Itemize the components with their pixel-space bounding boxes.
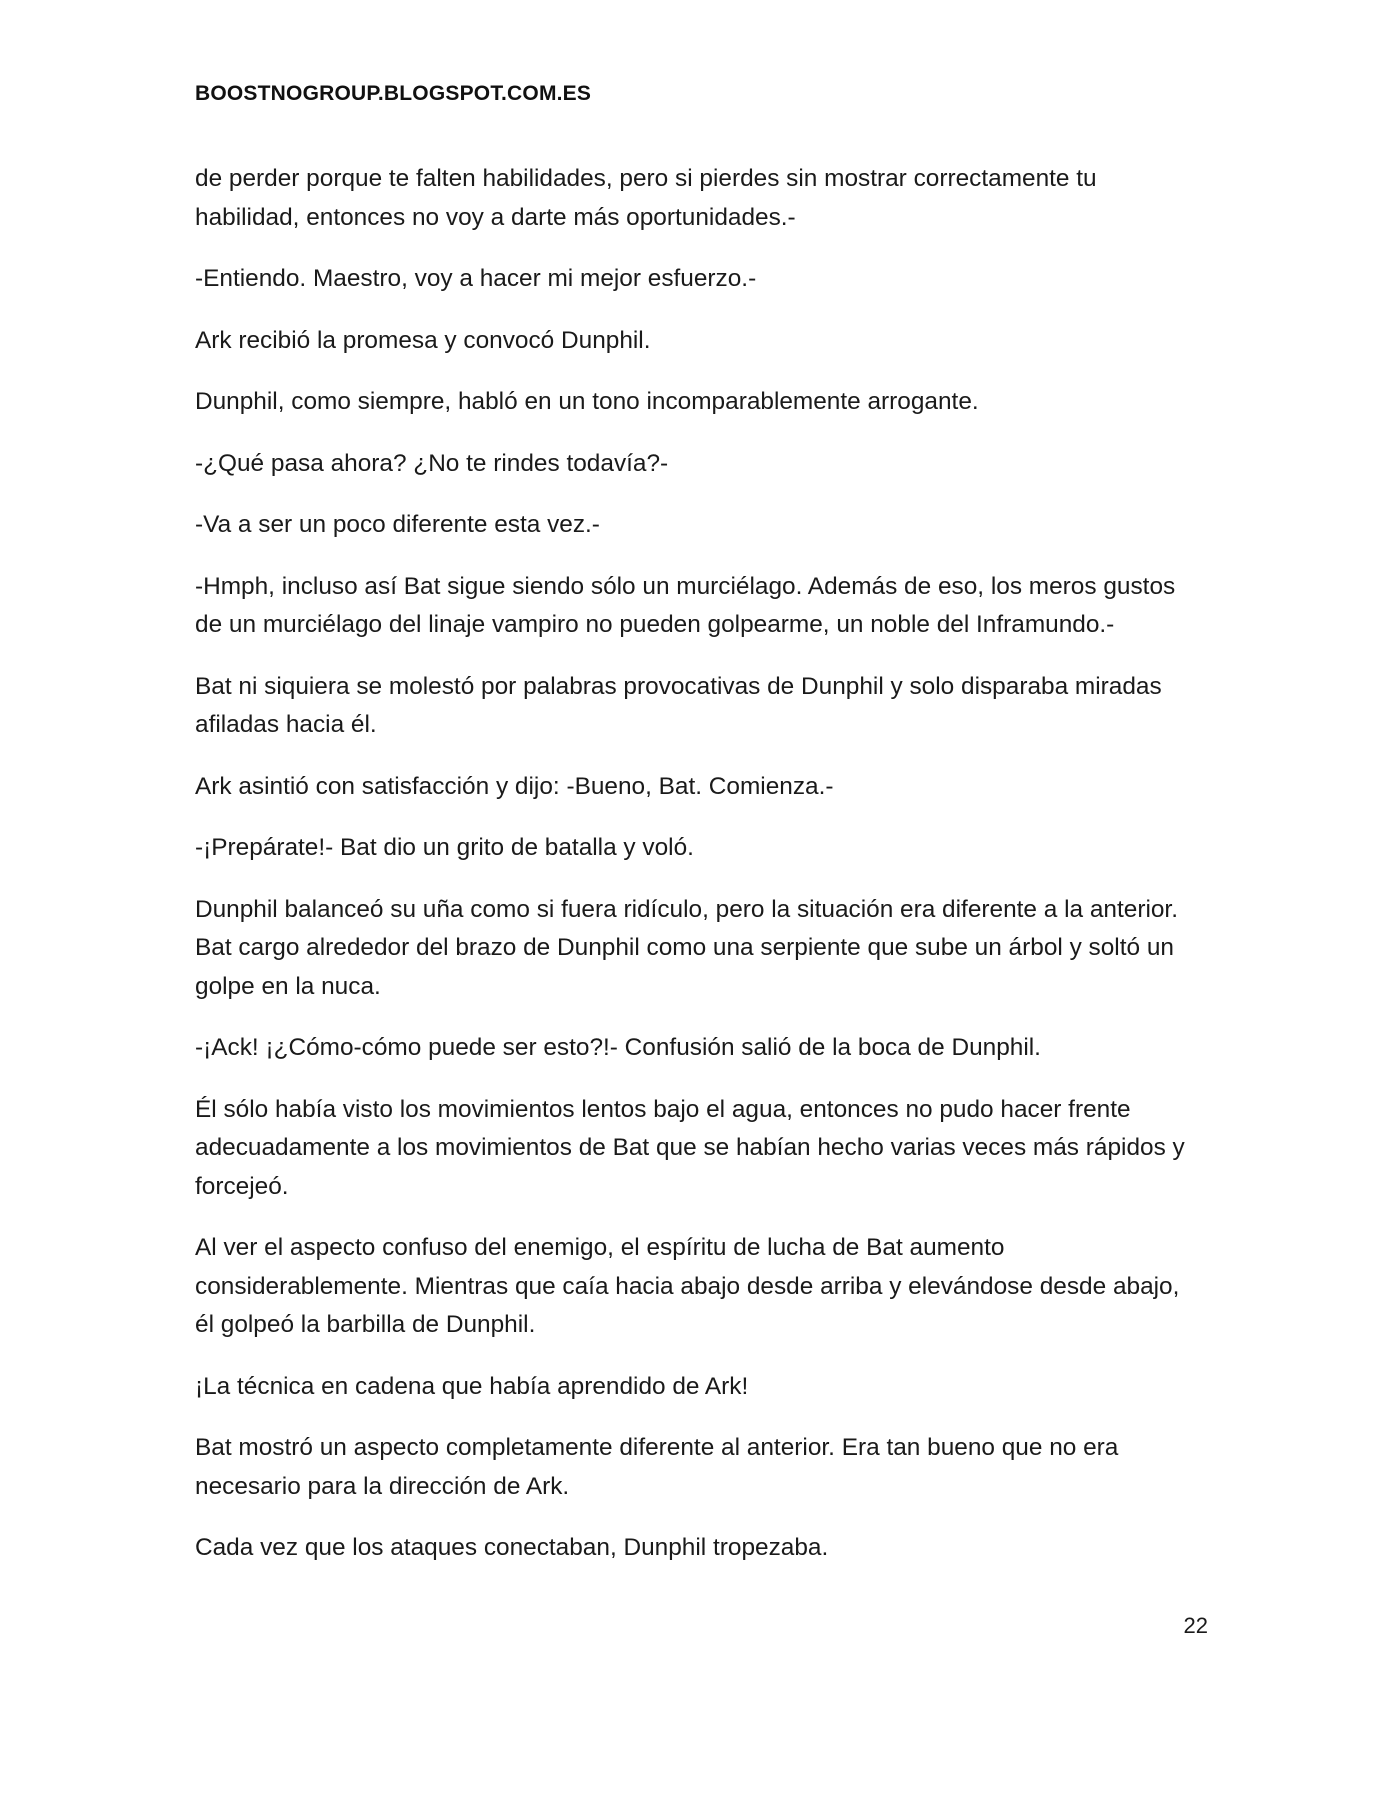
paragraph: Él sólo había visto los movimientos lentos bajo el agua, entonces no pudo hacer frente adecuadamente a los movimientos de Bat que se habían hecho varias veces más rápidos y forcejeó. [195, 1095, 1185, 1200]
paragraph: -¡Ack! ¡¿Cómo-cómo puede ser esto?!- Confusión salió de la boca de Dunphil. [195, 1034, 1041, 1061]
paragraph: Dunphil, como siempre, habló en un tono incomparablemente arrogante. [195, 388, 979, 415]
body-text [195, 160, 1205, 1591]
paragraph: -Va a ser un poco diferente esta vez.- [195, 511, 600, 538]
paragraph: -¿Qué pasa ahora? ¿No te rindes todavía?- [195, 449, 669, 477]
paragraph: Cada vez que los ataques conectaban, Dunphil tropezaba. [195, 1534, 829, 1561]
paragraph: Dunphil balanceó su uña como si fuera ridículo, pero la situación era diferente a la anterior. Bat cargo alrededor del brazo de Dunphil como una serpiente que sube un árbol y soltó un golpe en la nuca. [195, 895, 1178, 1000]
page-number: 22 [1183, 1613, 1208, 1638]
paragraph: Bat ni siquiera se molestó por palabras provocativas de Dunphil y solo disparaba miradas afiladas hacia él. [195, 672, 1162, 738]
paragraph: Bat mostró un aspecto completamente diferente al anterior. Era tan bueno que no era necesario para la dirección de Ark. [195, 1434, 1119, 1500]
paragraph: Ark recibió la promesa y convocó Dunphil. [195, 326, 651, 354]
paragraph: de perder porque te falten habilidades, pero si pierdes sin mostrar correctamente tu habilidad, entonces no voy a darte más oportunidades.- [195, 165, 1097, 231]
paragraph: Al ver el aspecto confuso del enemigo, el espíritu de lucha de Bat aumento considerablemente. Mientras que caía hacia abajo desde arriba y elevándose desde abajo, él golpeó la barbilla de Dunphil. [195, 1234, 1180, 1338]
paragraph: Ark asintió con satisfacción y dijo: -Bueno, Bat. Comienza.- [195, 772, 834, 800]
paragraph: -Entiendo. Maestro, voy a hacer mi mejor esfuerzo.- [195, 265, 757, 292]
page-header: BOOSTNOGROUP.BLOGSPOT.COM.ES [195, 82, 592, 105]
paragraph: -¡Prepárate!- Bat dio un grito de batalla y voló. [195, 834, 694, 861]
paragraph: -Hmph, incluso así Bat sigue siendo sólo un murciélago. Además de eso, los meros gustos de un murciélago del linaje vampiro no pueden golpearme, un noble del Inframundo.- [195, 572, 1176, 638]
paragraph: ¡La técnica en cadena que había aprendido de Ark! [195, 1372, 749, 1400]
